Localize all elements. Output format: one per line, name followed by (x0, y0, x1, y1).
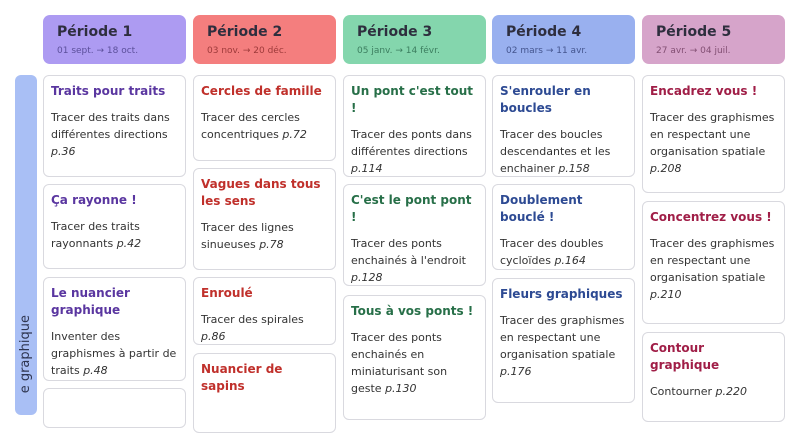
activity-card[interactable] (343, 295, 486, 420)
page-reference: p.158 (558, 162, 590, 175)
period-dates: 05 janv. → 14 févr. (357, 46, 440, 56)
activity-title: Enroulé (201, 286, 253, 300)
period-title: Période 2 (207, 24, 283, 40)
activity-card[interactable] (642, 75, 785, 193)
activity-card[interactable] (492, 184, 635, 270)
activity-text: Tracer des lignes sinueuses (201, 221, 294, 251)
activity-description (351, 329, 478, 397)
activity-title: Le nuancier graphique (51, 286, 130, 317)
activity-description (650, 235, 777, 303)
activity-title: Vagues dans tous les sens (201, 177, 321, 208)
activity-description (51, 109, 178, 160)
activity-title: Un pont c'est tout ! (351, 84, 473, 115)
activity-text: Tracer des ponts dans différentes directions (351, 128, 472, 158)
activity-description (51, 218, 178, 252)
domain-label: e graphique (18, 314, 33, 393)
domain-sidebar (15, 75, 37, 415)
activity-description (351, 126, 478, 177)
activity-title: Tous à vos ponts ! (351, 304, 474, 318)
activity-title: S'enrouler en boucles (500, 84, 591, 115)
activity-title: Ça rayonne ! (51, 193, 137, 207)
period-header-4[interactable] (492, 15, 635, 64)
activity-card[interactable] (343, 184, 486, 286)
page-reference: p.78 (259, 238, 284, 251)
activity-description (500, 312, 627, 380)
activity-title: Nuancier de sapins (201, 362, 283, 393)
activity-text: Inventer des graphismes à partir de traits (51, 330, 177, 377)
activity-description (650, 383, 777, 400)
period-dates: 03 nov. → 20 déc. (207, 46, 287, 56)
activity-text: Tracer des graphismes en respectant une organisation spatiale (650, 111, 775, 158)
period-header-3[interactable] (343, 15, 486, 64)
page-reference: p.176 (500, 365, 532, 378)
activity-card[interactable] (193, 277, 336, 345)
period-title: Période 5 (656, 24, 732, 40)
page-reference: p.48 (83, 364, 108, 377)
activity-text: Tracer des cercles concentriques (201, 111, 300, 141)
activity-title: C'est le pont pont ! (351, 193, 472, 224)
period-header-2[interactable] (193, 15, 336, 64)
period-title: Période 4 (506, 24, 582, 40)
period-title: Période 1 (57, 24, 133, 40)
period-header-5[interactable] (642, 15, 785, 64)
activity-description (500, 235, 627, 269)
activity-description (201, 109, 328, 143)
activity-card[interactable] (343, 75, 486, 177)
activity-card[interactable] (43, 277, 186, 381)
activity-text: Tracer des traits dans différentes directions (51, 111, 170, 141)
page-reference: p.86 (201, 330, 226, 343)
activity-card[interactable] (43, 75, 186, 177)
activity-text: Contourner (650, 385, 716, 398)
activity-description (351, 235, 478, 286)
period-dates: 01 sept. → 18 oct. (57, 46, 139, 56)
activity-text: Tracer des ponts enchainés en miniaturisant son geste (351, 331, 448, 395)
page-reference: p.114 (351, 162, 383, 175)
activity-title: Concentrez vous ! (650, 210, 772, 224)
activity-text: Tracer des boucles descendantes et les enchainer (500, 128, 611, 175)
page-reference: p.220 (715, 385, 747, 398)
activity-card[interactable] (642, 201, 785, 324)
period-dates: 27 avr. → 04 juil. (656, 46, 731, 56)
activity-title: Encadrez vous ! (650, 84, 758, 98)
activity-text: Tracer des ponts enchainés à l'endroit (351, 237, 466, 267)
activity-title: Traits pour traits (51, 84, 166, 98)
activity-text: Tracer des spirales (201, 313, 304, 326)
activity-text: Tracer des graphismes en respectant une organisation spatiale (500, 314, 625, 361)
period-title: Période 3 (357, 24, 433, 40)
activity-description (500, 126, 627, 177)
activity-text: Tracer des traits rayonnants (51, 220, 140, 250)
page-reference: p.72 (282, 128, 307, 141)
activity-text: Tracer des doubles cycloïdes (500, 237, 604, 267)
activity-description (650, 109, 777, 177)
activity-card[interactable] (492, 278, 635, 403)
period-header-1[interactable] (43, 15, 186, 64)
page-reference: p.130 (385, 382, 417, 395)
activity-card[interactable] (193, 353, 336, 433)
page-reference: p.128 (351, 271, 383, 284)
page-reference: p.210 (650, 288, 682, 301)
activity-title: Cercles de famille (201, 84, 322, 98)
activity-card[interactable] (193, 168, 336, 270)
page-reference: p.42 (116, 237, 142, 250)
activity-title: Doublement bouclé ! (500, 193, 583, 224)
activity-card[interactable] (43, 184, 186, 269)
activity-card[interactable] (43, 388, 186, 428)
activity-description (51, 328, 178, 379)
page-reference: p.164 (554, 254, 586, 267)
activity-title: Contour graphique (650, 341, 720, 372)
activity-card[interactable] (492, 75, 635, 177)
activity-title: Fleurs graphiques (500, 287, 623, 301)
activity-card[interactable] (193, 75, 336, 161)
activity-description (201, 311, 328, 345)
activity-card[interactable] (642, 332, 785, 422)
page-reference: p.208 (650, 162, 682, 175)
page-reference: p.36 (51, 145, 76, 158)
period-dates: 02 mars → 11 avr. (506, 46, 588, 56)
activity-description (201, 219, 328, 253)
activity-text: Tracer des graphismes en respectant une organisation spatiale (650, 237, 775, 284)
